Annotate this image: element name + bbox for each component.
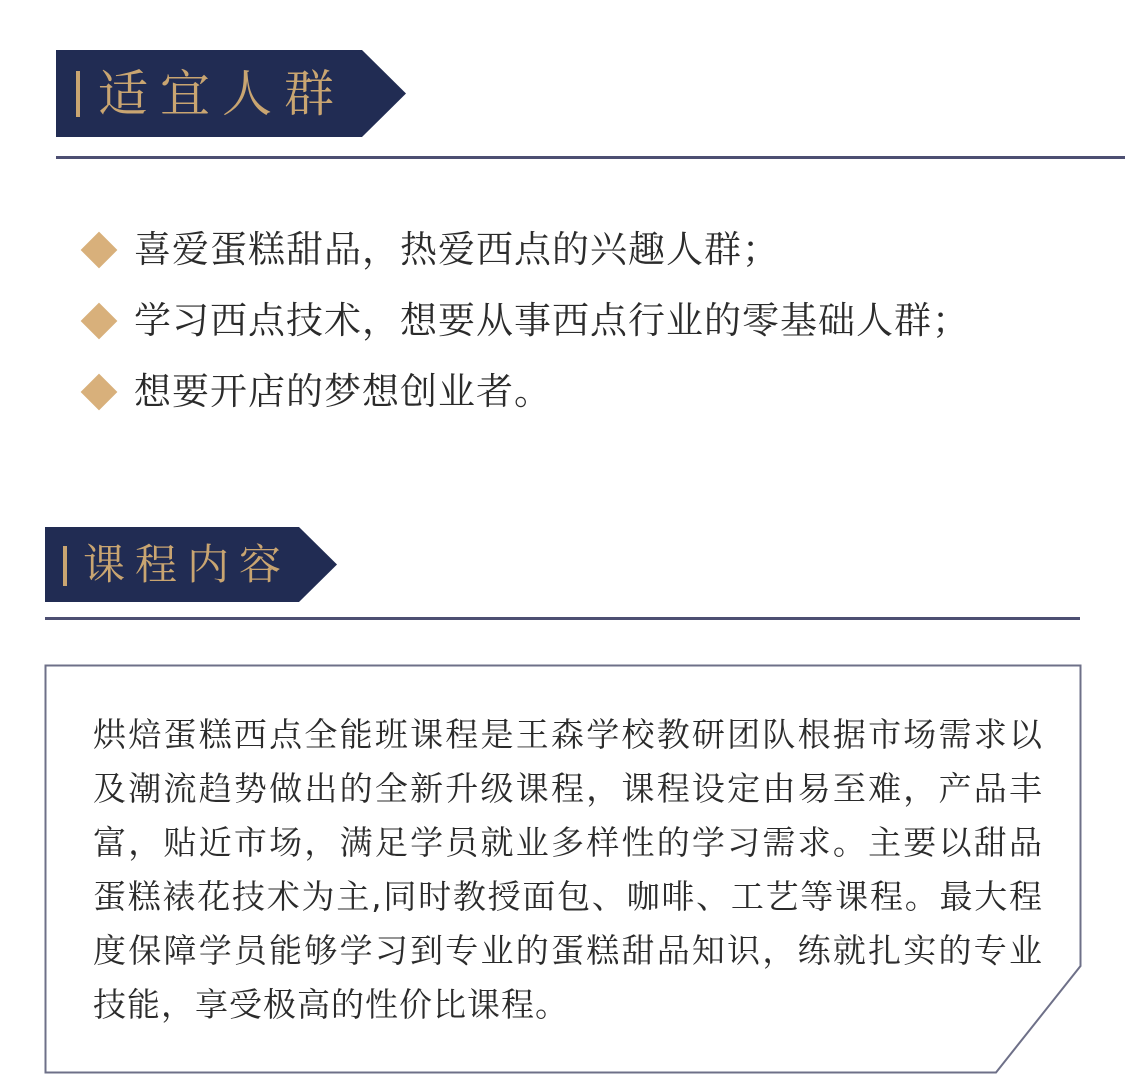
course-description-box	[44, 664, 1082, 1074]
list-item	[78, 285, 970, 356]
diamond-bullet-icon	[81, 231, 118, 268]
section-divider	[56, 156, 1125, 159]
diamond-bullet-icon	[81, 373, 118, 410]
section-banner-course	[45, 527, 337, 602]
section-divider	[45, 617, 1080, 620]
list-item-text: 想要开店的梦想创业者。	[134, 369, 552, 413]
list-item-text: 喜爱蛋糕甜品，热爱西点的兴趣人群；	[134, 227, 780, 271]
section-title-audience: 适宜人群	[98, 65, 346, 123]
audience-list	[78, 214, 970, 427]
list-item	[78, 356, 970, 427]
list-item	[78, 214, 970, 285]
section-banner-audience	[56, 50, 406, 137]
banner-accent-bar	[63, 546, 67, 586]
section-title-course: 课程内容	[83, 540, 292, 589]
course-description-text: 烘焙蛋糕西点全能班课程是王森学校教研团队根据市场需求以及潮流趋势做出的全新升级课程，课程设定由易至难，产品丰富，贴近市场，满足学员就业多样性的学习需求。主要以甜品蛋糕裱花技术为主,同时教授面包、咖啡、工艺等课程。最大程度保障学员能够学习到专业的蛋糕甜品知识，练就扎实的专业技能，享受极高的性价比课程。	[93, 715, 1043, 1024]
banner-accent-bar	[76, 71, 80, 117]
list-item-text: 学习西点技术，想要从事西点行业的零基础人群；	[134, 298, 970, 342]
diamond-bullet-icon	[81, 302, 118, 339]
